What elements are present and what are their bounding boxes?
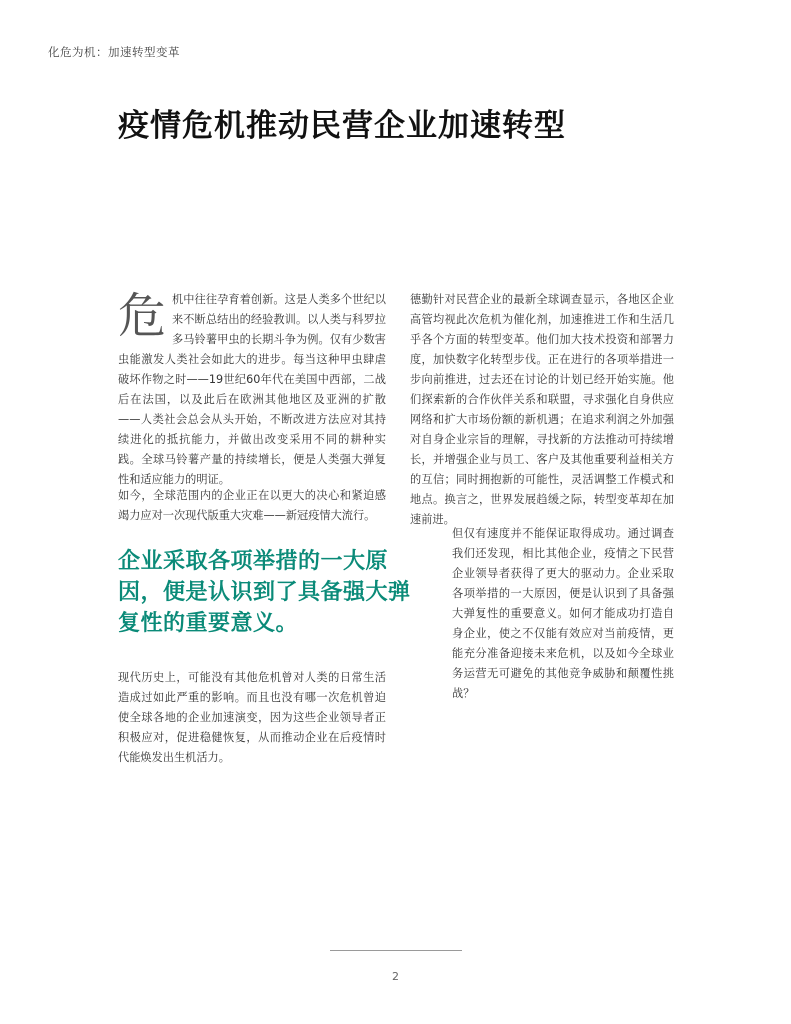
page-number: 2 [392, 970, 399, 983]
right-column-paragraph-1 [410, 290, 674, 530]
right-paragraph-2-text: 但仅有速度并不能保证取得成功。通过调查我们还发现，相比其他企业，疫情之下民营企业领导者获得了更大的驱动力。企业采取各项举措的一大原因，便是认识到了具备强大弹复性的重要意义。如何才能成功打造自身企业，使之不仅能有效应对当前疫情，更能充分准备迎接未来危机，以及如今全球业务运营无可避免的其他竞争威胁和颠覆性挑战？ [452, 527, 674, 700]
page-title: 疫情危机推动民营企业加速转型 [118, 108, 566, 144]
running-header: 化危为机：加速转型变革 [48, 45, 180, 59]
second-paragraph [118, 486, 386, 526]
pull-quote: 企业采取各项举措的一大原因，便是认识到了具备强大弹复性的重要意义。 [118, 549, 411, 636]
intro-paragraph [118, 290, 386, 490]
second-paragraph-text: 如今，全球范围内的企业正在以更大的决心和紧迫感竭力应对一次现代版重大灾难——新冠疫情大流行。 [118, 489, 386, 522]
right-column-paragraph-2 [452, 524, 674, 704]
intro-text: 机中往往孕育着创新。这是人类多个世纪以来不断总结出的经验教训。以人类与科罗拉多马铃薯甲虫的长期斗争为例。仅有少数害虫能激发人类社会如此大的进步。每当这种甲虫肆虐破坏作物之时——19世纪60年代在美国中西部，二战后在法国，以及此后在欧洲其他地区及亚洲的扩散——人类社会总会从头开始，不断改进方法应对其持续进化的抵抗能力，并做出改变采用不同的耕种实践。全球马铃薯产量的持续增长，便是人类强大弹复性和适应能力的明证。 [118, 293, 386, 486]
right-paragraph-1-text: 德勤针对民营企业的最新全球调查显示，各地区企业高管均视此次危机为催化剂，加速推进工作和生活几乎各个方面的转型变革。他们加大技术投资和部署力度，加快数字化转型步伐。正在进行的各项举措进一步向前推进，过去还在讨论的计划已经开始实施。他们探索新的合作伙伴关系和联盟，寻求强化自身供应网络和扩大市场份额的新机遇；在追求利润之外加强对自身企业宗旨的理解，寻找新的方法推动可持续增长，并增强企业与员工、客户及其他重要利益相关方的互信；同时拥抱新的可能性，灵活调整工作模式和地点。换言之，世界发展趋缓之际，转型变革却在加速前进。 [410, 293, 674, 526]
third-paragraph-text: 现代历史上，可能没有其他危机曾对人类的日常生活造成过如此严重的影响。而且也没有哪一次危机曾迫使全球各地的企业加速演变，因为这些企业领导者正积极应对，促进稳健恢复，从而推动企业在后疫情时代能焕发出生机活力。 [118, 671, 386, 764]
drop-cap: 危 [118, 288, 167, 344]
third-paragraph [118, 668, 386, 768]
footer-divider [330, 950, 462, 951]
